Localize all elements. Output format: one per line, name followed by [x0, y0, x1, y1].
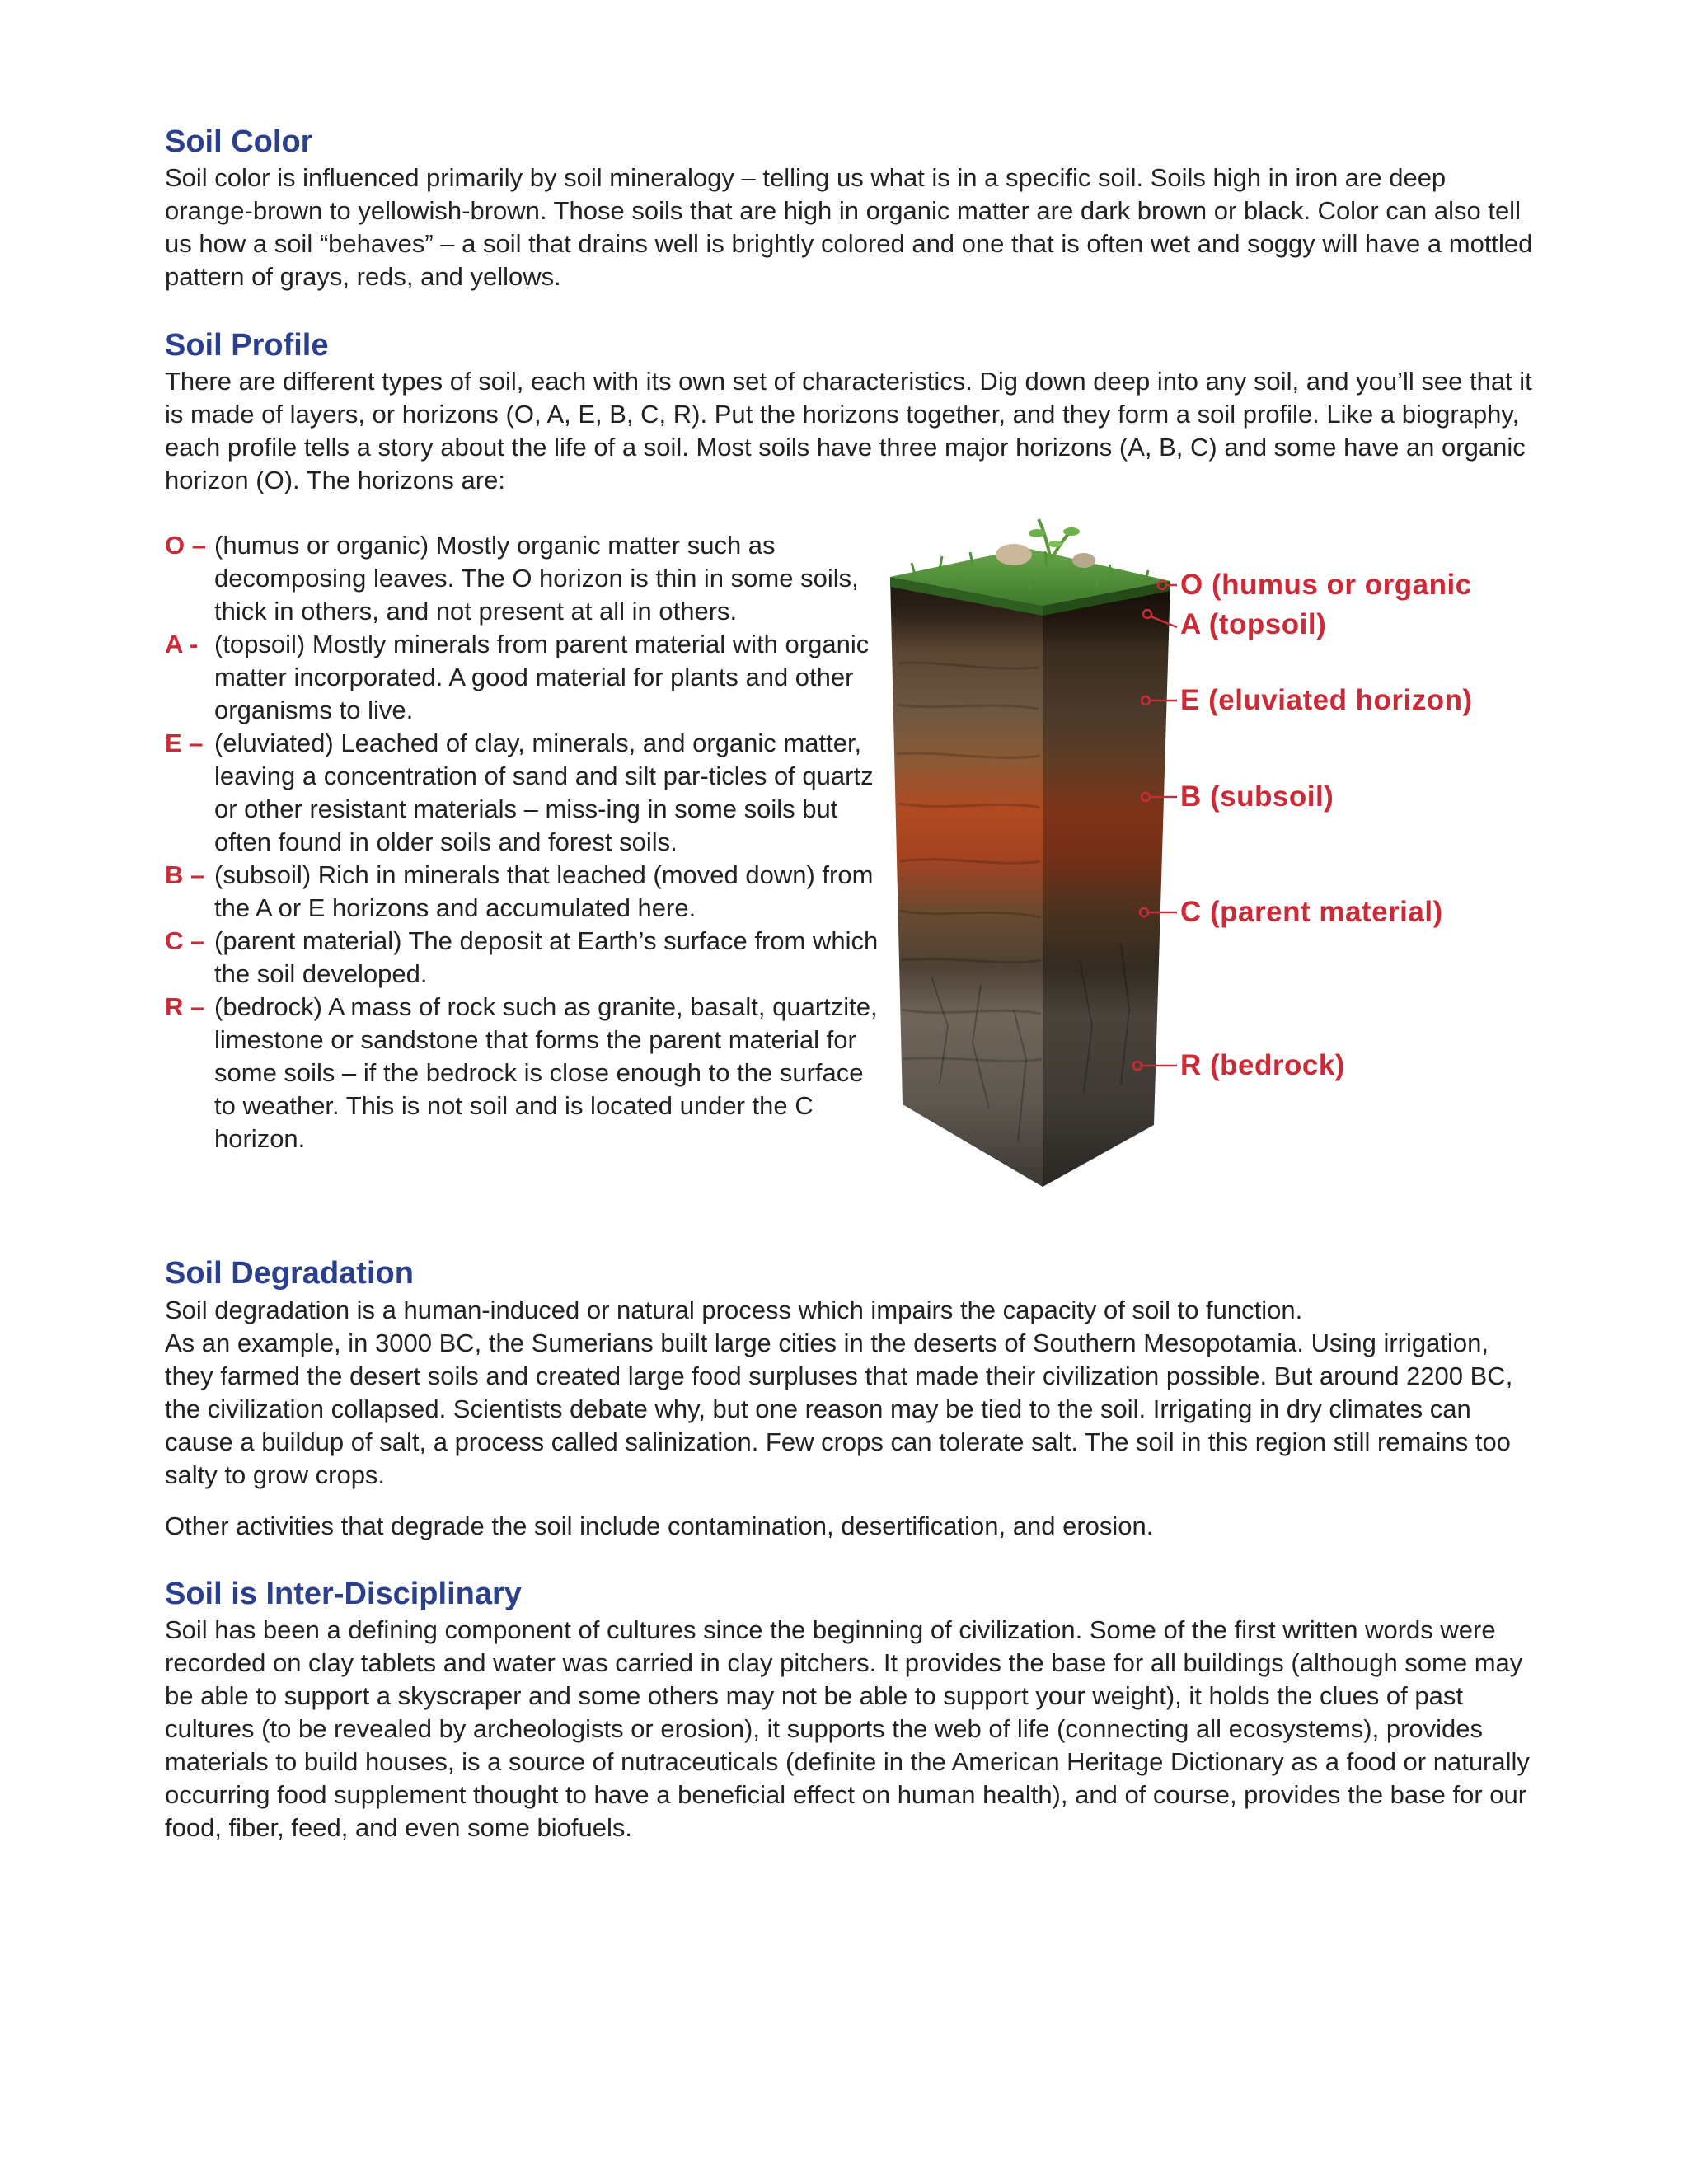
horizon-text-r: (bedrock) A mass of rock such as granite, basalt, quartzite, limestone or sandstone that forms the parent material for some soils – if the bedrock is close enough to the surface to weather. This is not soil and is located under the C horizon.	[214, 992, 878, 1153]
horizon-text-e: (eluviated) Leached of clay, minerals, and organic matter, leaving a concentration of sand and silt par-ticles of quartz or other resistant materials – miss-ing in some soils but often found in older soils and forest soils.	[214, 729, 874, 856]
heading-soil-interdisciplinary: Soil is Inter-Disciplinary	[165, 1577, 522, 1611]
horizon-item-r	[165, 991, 890, 1155]
horizon-text-c: (parent material) The deposit at Earth’s surface from which the soil developed.	[214, 926, 879, 988]
figure-label-e: E (eluviated horizon)	[1180, 684, 1473, 716]
horizon-key-r: R –	[165, 992, 205, 1021]
heading-soil-profile: Soil Profile	[165, 328, 329, 363]
horizon-text-o: (humus or organic) Mostly organic matter such as decomposing leaves. The O horizon is thin in some soils, thick in others, and not present at all in others.	[214, 531, 859, 626]
paragraph-degradation-definition: Soil degradation is a human-induced or natural process which impairs the capacity of soil to function.	[165, 1296, 1303, 1324]
soil-profile-figure	[882, 515, 1525, 1199]
paragraph-degradation-example: As an example, in 3000 BC, the Sumerians built large cities in the deserts of Southern Mesopotamia. Using irrigation, they farmed the desert soils and created large food surpluses that made their civilization possible. But around 2200 BC, the civilization collapsed. Scientists debate why, but one reason may be tied to the soil. Irrigating in dry climates can cause a buildup of salt, a process called salinization. Few crops can tolerate salt. The soil in this region still remains too salty to grow crops.	[165, 1329, 1513, 1489]
horizon-item-c	[165, 925, 890, 991]
horizon-item-a	[165, 628, 890, 727]
paragraph-soil-interdisciplinary: Soil has been a defining component of cultures since the beginning of civilization. Some of the first written words were recorded on clay tablets and water was carried in clay pitchers. It provides the base for all buildings (although some may be able to support a skyscraper and some others may not be able to support your weight), it holds the clues of past cultures (to be revealed by archeologists or erosion), it supports the web of life (connecting all ecosystems), provides materials to build houses, is a source of nutraceuticals (definite in the American Heritage Dictionary as a food or naturally occurring food supplement thought to have a beneficial effect on human health), and of course, provides the base for our food, fiber, feed, and even some biofuels.	[165, 1615, 1530, 1842]
figure-label-r: R (bedrock)	[1180, 1049, 1345, 1081]
paragraph-soil-profile: There are different types of soil, each with its own set of characteristics. Dig down deep into any soil, and you’ll see that it is made of layers, or horizons (O, A, E, B, C, R). Put the horizons together, and they form a soil profile. Like a biography, each profile tells a story about the life of a soil. Most soils have three major horizons (A, B, C) and some have an organic horizon (O). The horizons are:	[165, 367, 1532, 494]
horizon-list	[165, 529, 890, 1155]
heading-soil-color: Soil Color	[165, 124, 313, 159]
paragraph-soil-color: Soil color is influenced primarily by soil mineralogy – telling us what is in a specific soil. Soils high in iron are deep orange-brown to yellowish-brown. Those soils that are high in organic matter are dark brown or black. Color can also tell us how a soil “behaves” – a soil that drains well is brightly colored and one that is often wet and soggy will have a mottled pattern of grays, reds, and yellows.	[165, 163, 1533, 291]
paragraph-degradation-other: Other activities that degrade the soil include contamination, desertification, and erosion.	[165, 1511, 1154, 1540]
horizon-key-o: O –	[165, 531, 206, 560]
horizon-text-b: (subsoil) Rich in minerals that leached (moved down) from the A or E horizons and accumulated here.	[214, 860, 874, 922]
horizon-text-a: (topsoil) Mostly minerals from parent material with organic matter incorporated. A good material for plants and other organisms to live.	[214, 630, 870, 724]
figure-label-c: C (parent material)	[1180, 896, 1443, 928]
figure-label-a: A (topsoil)	[1180, 608, 1327, 640]
figure-label-o: O (humus or organic	[1180, 569, 1472, 601]
horizon-key-b: B –	[165, 860, 205, 889]
horizon-item-e	[165, 727, 890, 859]
horizon-key-e: E –	[165, 729, 204, 757]
horizon-key-a: A -	[165, 630, 199, 658]
horizon-item-o	[165, 529, 890, 628]
horizon-key-c: C –	[165, 926, 205, 955]
horizon-item-b	[165, 859, 890, 925]
heading-soil-degradation: Soil Degradation	[165, 1256, 414, 1291]
figure-label-b: B (subsoil)	[1180, 780, 1334, 813]
